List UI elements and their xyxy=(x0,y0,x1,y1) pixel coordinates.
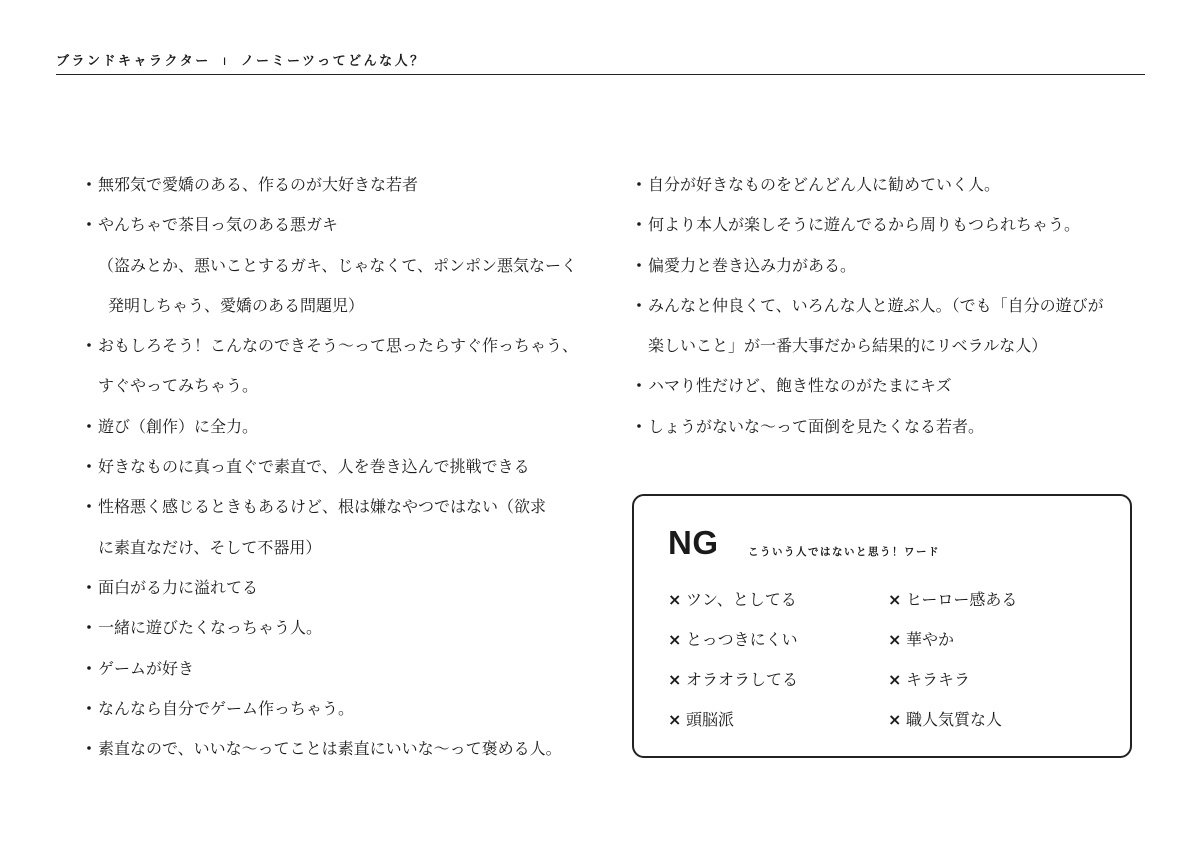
list-item xyxy=(80,734,600,774)
list-item-continuation xyxy=(80,291,600,331)
ng-word-text: ツン、としてる xyxy=(686,590,797,609)
list-item xyxy=(630,371,1160,411)
list-item-text: 性格悪く感じるときもあるけど、根は嫌なやつではない（欲求 xyxy=(98,497,547,517)
list-item-text: 発明しちゃう、愛嬌のある問題児） xyxy=(108,295,365,315)
list-item-text: に素直なだけ、そして不器用） xyxy=(98,537,322,557)
bullet-mark: ・ xyxy=(630,255,647,275)
header-separator: ı xyxy=(222,54,229,69)
list-item-text: 偏愛力と巻き込み力がある。 xyxy=(648,255,857,275)
list-item-text: 遊び（創作）に全力。 xyxy=(98,416,259,436)
right-column xyxy=(630,170,1160,452)
ng-word xyxy=(888,710,1002,730)
list-item-text: 自分が好きなものをどんどん人に勧めていく人。 xyxy=(648,175,1001,194)
list-item-text: （盗みとか、悪いことするガキ、じゃなくて、ポンポン悪気なーく xyxy=(98,255,578,275)
ng-word xyxy=(888,590,1017,610)
ng-word-text: キラキラ xyxy=(906,670,971,689)
list-item xyxy=(80,331,600,371)
list-item xyxy=(630,210,1160,250)
cross-mark-icon: × xyxy=(888,670,902,689)
ng-words-box xyxy=(632,494,1132,758)
list-item-text: 一緒に遊びたくなっちゃう人。 xyxy=(98,618,323,638)
bullet-mark: ・ xyxy=(630,376,647,396)
bullet-mark: ・ xyxy=(80,739,97,759)
list-item-text: ゲームが好き xyxy=(98,658,195,678)
bullet-mark: ・ xyxy=(630,215,647,235)
list-item xyxy=(630,291,1160,331)
bullet-mark: ・ xyxy=(80,457,97,477)
ng-word xyxy=(668,670,798,690)
list-item-text: ハマり性だけど、飽き性なのがたまにキズ xyxy=(648,376,952,396)
list-item-text: 素直なので、いいな〜ってことは素直にいいな〜って褒める人。 xyxy=(98,739,562,759)
bullet-mark: ・ xyxy=(630,416,647,436)
bullet-mark: ・ xyxy=(80,336,97,356)
ng-word-text: 職人気質な人 xyxy=(906,710,1003,729)
bullet-mark: ・ xyxy=(80,215,97,235)
list-item-continuation xyxy=(80,371,600,411)
ng-word xyxy=(668,710,734,730)
cross-mark-icon: × xyxy=(668,630,682,649)
left-column xyxy=(80,170,600,774)
list-item xyxy=(80,654,600,694)
cross-mark-icon: × xyxy=(668,590,682,609)
list-item xyxy=(80,573,600,613)
bullet-mark: ・ xyxy=(630,295,647,315)
list-item-text: すぐやってみちゃう。 xyxy=(98,376,259,396)
bullet-mark: ・ xyxy=(80,175,97,194)
list-item-text: 好きなものに真っ直ぐで素直で、人を巻き込んで挑戦できる xyxy=(98,457,530,477)
cross-mark-icon: × xyxy=(888,630,902,649)
header-page-title: ノーミーツってどんな人？ xyxy=(240,54,426,69)
list-item-text: なんなら自分でゲーム作っちゃう。 xyxy=(98,698,355,718)
ng-subtitle: こういう人ではないと思う！ワード xyxy=(748,546,940,558)
list-item xyxy=(80,694,600,734)
header-title xyxy=(56,50,426,69)
list-item-text: 何より本人が楽しそうに遊んでるから周りもつられちゃう。 xyxy=(648,215,1081,235)
list-item-continuation xyxy=(80,251,600,291)
list-item xyxy=(80,492,600,532)
cross-mark-icon: × xyxy=(888,590,902,609)
bullet-mark: ・ xyxy=(80,618,97,638)
ng-word xyxy=(668,590,797,610)
bullet-mark: ・ xyxy=(630,175,647,194)
list-item xyxy=(630,412,1160,452)
ng-word xyxy=(888,630,954,650)
list-item-text: しょうがないな〜って面倒を見たくなる若者。 xyxy=(648,416,985,436)
ng-word-text: 頭脳派 xyxy=(686,710,735,729)
ng-word xyxy=(668,630,798,650)
list-item-continuation xyxy=(630,331,1160,371)
list-item xyxy=(80,412,600,452)
list-item xyxy=(80,170,600,210)
bullet-mark: ・ xyxy=(80,416,97,436)
ng-word-text: ヒーロー感ある xyxy=(906,590,1018,609)
cross-mark-icon: × xyxy=(668,670,682,689)
bullet-mark: ・ xyxy=(80,577,97,597)
ng-word xyxy=(888,670,970,690)
list-item-continuation xyxy=(80,533,600,573)
list-item-text: やんちゃで茶目っ気のある悪ガキ xyxy=(98,215,339,235)
page-header xyxy=(56,50,1145,75)
cross-mark-icon: × xyxy=(668,710,682,729)
ng-word-text: オラオラしてる xyxy=(686,670,799,689)
ng-word-text: 華やか xyxy=(906,630,955,649)
list-item xyxy=(80,210,600,250)
list-item-text: みんなと仲良くて、いろんな人と遊ぶ人。（でも「自分の遊びが xyxy=(648,295,1104,315)
list-item-text: 無邪気で愛嬌のある、作るのが大好きな若者 xyxy=(98,175,419,194)
list-item-text: おもしろそう！こんなのできそう〜って思ったらすぐ作っちゃう、 xyxy=(98,336,579,356)
header-section-label: ブランドキャラクター xyxy=(56,54,211,69)
ng-word-text: とっつきにくい xyxy=(686,630,798,649)
list-item xyxy=(630,251,1160,291)
list-item xyxy=(630,170,1160,210)
list-item xyxy=(80,452,600,492)
bullet-mark: ・ xyxy=(80,698,97,718)
bullet-mark: ・ xyxy=(80,658,97,678)
list-item-text: 面白がる力に溢れてる xyxy=(98,577,259,597)
list-item-text: 楽しいこと」が一番大事だから結果的にリベラルな人） xyxy=(648,336,1048,356)
cross-mark-icon: × xyxy=(888,710,902,729)
bullet-mark: ・ xyxy=(80,497,97,517)
list-item xyxy=(80,613,600,653)
ng-title: NG xyxy=(668,524,719,561)
